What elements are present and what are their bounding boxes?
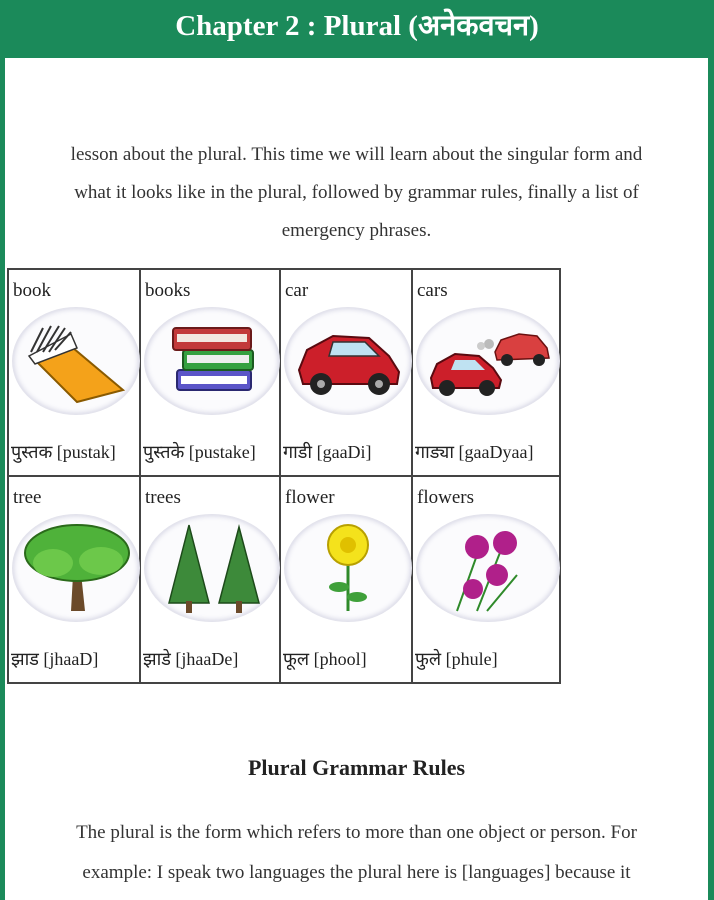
cars-icon: [417, 308, 559, 414]
vocab-cell-book: [8, 269, 140, 476]
trees-icon: [145, 515, 279, 621]
tree-icon: [13, 515, 139, 621]
marathi-word: पुस्तके [pustake]: [143, 442, 256, 462]
lesson-content[interactable]: [5, 58, 708, 900]
intro-line: what it looks like in the plural, followed by grammar rules, finally a list of: [74, 182, 639, 203]
marathi-word: फूल [phool]: [283, 649, 367, 669]
flowers-icon: [417, 515, 559, 621]
grammar-heading: Plural Grammar Rules: [247, 755, 466, 780]
vocab-cell-tree: [8, 476, 140, 683]
marathi-word: गाडी [gaaDi]: [283, 442, 372, 462]
book-icon: [13, 308, 139, 414]
marathi-word: झाडे [jhaaDe]: [143, 649, 239, 669]
table-row: [8, 476, 560, 683]
intro-paragraph: [5, 136, 708, 250]
english-word: tree: [13, 487, 42, 508]
english-word: flowers: [417, 487, 474, 508]
books-icon: [145, 308, 279, 414]
marathi-word: झाड [jhaaD]: [11, 649, 99, 669]
vocabulary-table: [7, 268, 561, 684]
marathi-word: पुस्तक [pustak]: [11, 442, 116, 462]
english-word: car: [285, 280, 309, 301]
english-word: book: [13, 280, 51, 301]
vocab-cell-trees: [140, 476, 280, 683]
marathi-word: गाड्या [gaaDyaa]: [415, 442, 534, 462]
vocab-cell-car: [280, 269, 412, 476]
intro-line: emergency phrases.: [281, 220, 432, 241]
table-row: [8, 269, 560, 476]
grammar-line: The plural is the form which refers to more than one object or person. For: [76, 822, 637, 843]
car-icon: [285, 308, 411, 414]
english-word: flower: [285, 487, 335, 508]
vocab-cell-books: [140, 269, 280, 476]
grammar-line: example: I speak two languages the plural here is [languages] because it: [82, 862, 631, 883]
english-word: books: [145, 280, 191, 301]
english-word: cars: [417, 280, 448, 301]
chapter-title: Chapter 2 : Plural (अनेकवचन): [0, 0, 714, 56]
flower-icon: [285, 515, 411, 621]
marathi-word: फुले [phule]: [415, 649, 498, 669]
vocab-cell-cars: [412, 269, 560, 476]
english-word: trees: [145, 487, 181, 508]
vocab-cell-flower: [280, 476, 412, 683]
intro-line: lesson about the plural. This time we will learn about the singular form and: [70, 144, 643, 165]
grammar-paragraph: [5, 813, 708, 893]
vocab-cell-flowers: [412, 476, 560, 683]
